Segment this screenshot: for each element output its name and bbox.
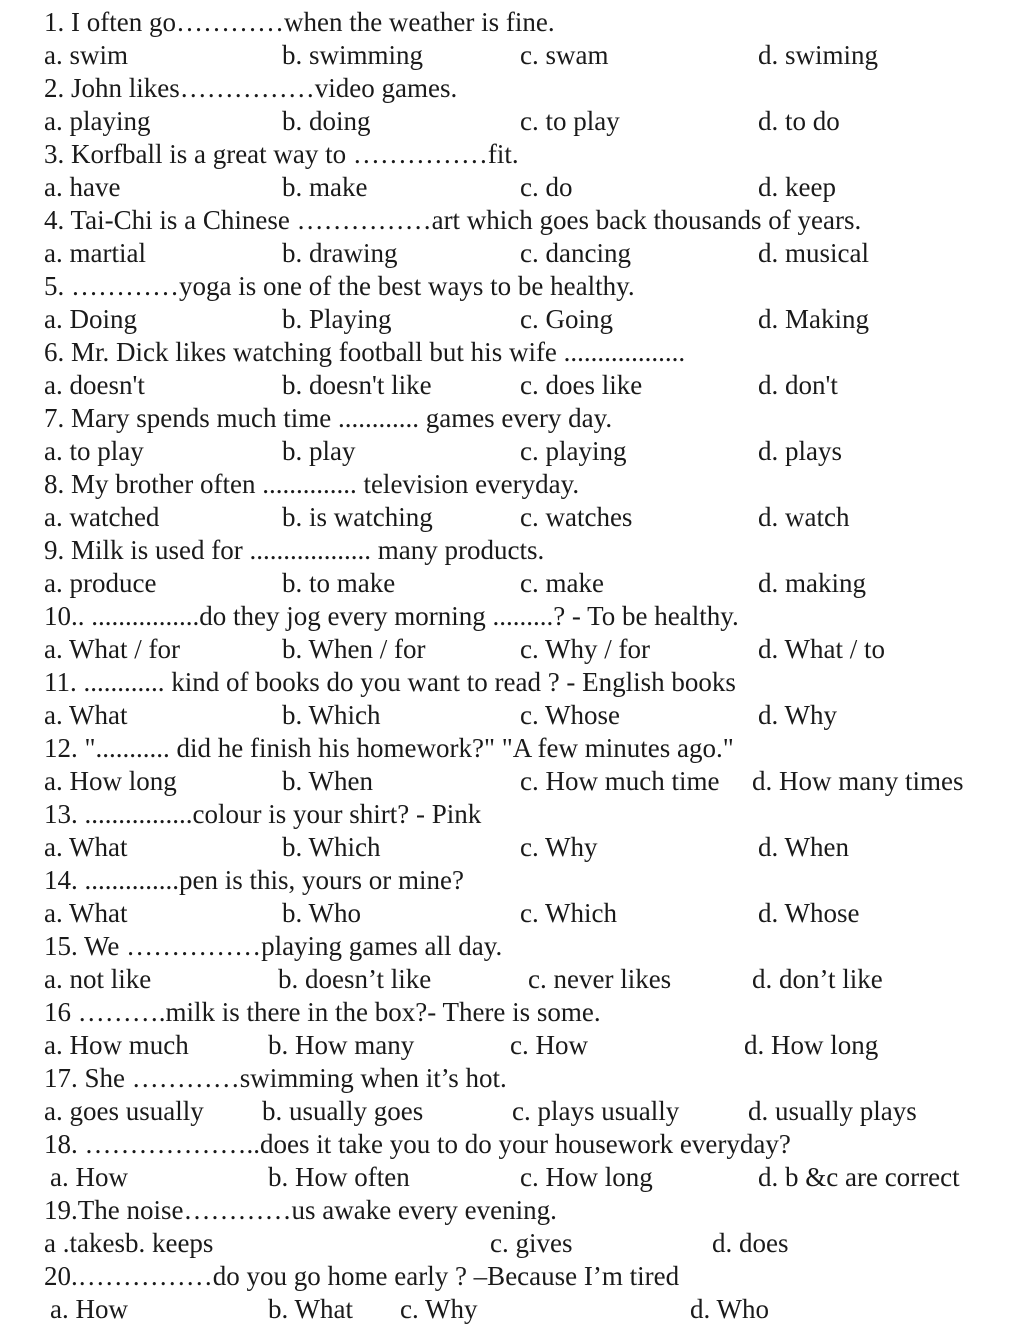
- option-b: b. usually goes: [262, 1096, 424, 1126]
- question-stem: 18. ………………..does it take you to do your housework everyday?: [44, 1129, 791, 1159]
- question-stem: 19.The noise…………us awake every evening.: [44, 1195, 557, 1225]
- option-a: a. How: [50, 1162, 128, 1192]
- question-12: [0, 732, 1024, 798]
- question-stem: 4. Tai-Chi is a Chinese ……………art which goes back thousands of years.: [44, 205, 862, 235]
- option-d: d. keep: [758, 172, 836, 202]
- question-4: [0, 204, 1024, 270]
- question-10: [0, 600, 1024, 666]
- option-c: c. How much time: [520, 766, 720, 796]
- option-a: a. Doing: [44, 304, 137, 334]
- option-b: b. drawing: [282, 238, 398, 268]
- question-20: [0, 1260, 1024, 1326]
- option-b: b. Who: [282, 898, 361, 928]
- option-a: a. What: [44, 832, 128, 862]
- option-a: a. How: [50, 1294, 128, 1324]
- option-a: a. to play: [44, 436, 144, 466]
- option-c: c. to play: [520, 106, 620, 136]
- question-19: [0, 1194, 1024, 1260]
- option-a: a. What / for: [44, 634, 180, 664]
- option-b: b. How often: [268, 1162, 410, 1192]
- option-b: b. doing: [282, 106, 371, 136]
- question-stem: 20.……………do you go home early ? –Because I’m tired: [44, 1261, 680, 1291]
- option-d: d. musical: [758, 238, 869, 268]
- option-d: d. When: [758, 832, 849, 862]
- option-a: a. swim: [44, 40, 128, 70]
- option-b: b. doesn’t like: [278, 964, 432, 994]
- option-b: b. Playing: [282, 304, 392, 334]
- option-d: d. plays: [758, 436, 842, 466]
- question-8: [0, 468, 1024, 534]
- option-c: c. never likes: [528, 964, 672, 994]
- option-b: b. doesn't like: [282, 370, 432, 400]
- option-a: a. How long: [44, 766, 177, 796]
- option-a: a. playing: [44, 106, 151, 136]
- option-a: a .takesb. keeps: [44, 1228, 214, 1258]
- question-stem: 1. I often go…………when the weather is fine.: [44, 7, 555, 37]
- question-7: [0, 402, 1024, 468]
- option-a: a. not like: [44, 964, 152, 994]
- question-6: [0, 336, 1024, 402]
- option-a: a. What: [44, 700, 128, 730]
- question-stem: 11. ............ kind of books do you want to read ? - English books: [44, 667, 736, 697]
- option-c: c. make: [520, 568, 604, 598]
- option-d: d. making: [758, 568, 866, 598]
- option-b: b. play: [282, 436, 356, 466]
- option-b: b. Which: [282, 832, 381, 862]
- question-stem: 7. Mary spends much time ............ games every day.: [44, 403, 613, 433]
- option-b: b. is watching: [282, 502, 433, 532]
- question-stem: 15. We ……………playing games all day.: [44, 931, 503, 961]
- question-18: [0, 1128, 1024, 1194]
- option-d: d. How long: [744, 1030, 879, 1060]
- question-11: [0, 666, 1024, 732]
- option-d: d. watch: [758, 502, 850, 532]
- option-a: a. doesn't: [44, 370, 145, 400]
- option-c: c. watches: [520, 502, 633, 532]
- question-stem: 12. "........... did he finish his homework?" "A few minutes ago.": [44, 733, 734, 763]
- question-17: [0, 1062, 1024, 1128]
- question-16: [0, 996, 1024, 1062]
- option-c: c. Why: [400, 1294, 478, 1324]
- question-13: [0, 798, 1024, 864]
- option-d: d. What / to: [758, 634, 885, 664]
- option-b: b. When / for: [282, 634, 426, 664]
- question-stem: 17. She …………swimming when it’s hot.: [44, 1063, 507, 1093]
- question-14: [0, 864, 1024, 930]
- option-a: a. How much: [44, 1030, 189, 1060]
- option-d: d. does: [712, 1228, 789, 1258]
- question-stem: 10.. ................do they jog every morning .........? - To be healthy.: [44, 601, 739, 631]
- question-stem: 8. My brother often .............. television everyday.: [44, 469, 580, 499]
- option-b: b. When: [282, 766, 373, 796]
- question-1: [0, 6, 1024, 72]
- question-stem: 6. Mr. Dick likes watching football but his wife ..................: [44, 337, 686, 367]
- question-stem: 16 ……….milk is there in the box?- There is some.: [44, 997, 601, 1027]
- question-15: [0, 930, 1024, 996]
- option-d: d. swiming: [758, 40, 879, 70]
- option-b: b. Which: [282, 700, 381, 730]
- option-d: d. Who: [690, 1294, 769, 1324]
- option-c: c. dancing: [520, 238, 631, 268]
- option-a: a. have: [44, 172, 121, 202]
- option-d: d. to do: [758, 106, 840, 136]
- option-a: a. goes usually: [44, 1096, 204, 1126]
- option-b: b. How many: [268, 1030, 415, 1060]
- option-d: d. don’t like: [752, 964, 883, 994]
- option-c: c. gives: [490, 1228, 573, 1258]
- option-d: d. usually plays: [748, 1096, 917, 1126]
- option-c: c. plays usually: [512, 1096, 680, 1126]
- question-stem: 2. John likes……………video games.: [44, 73, 458, 103]
- option-c: c. do: [520, 172, 573, 202]
- question-stem: 14. ..............pen is this, yours or mine?: [44, 865, 464, 895]
- option-b: b. What: [268, 1294, 353, 1324]
- option-c: c. How: [510, 1030, 588, 1060]
- option-b: b. to make: [282, 568, 396, 598]
- question-3: [0, 138, 1024, 204]
- option-c: c. Which: [520, 898, 617, 928]
- option-d: d. Why: [758, 700, 837, 730]
- quiz-sheet: [0, 6, 1024, 1326]
- option-d: d. Whose: [758, 898, 860, 928]
- question-stem: 13. ................colour is your shirt? - Pink: [44, 799, 482, 829]
- option-d: d. How many times: [752, 766, 964, 796]
- option-d: d. Making: [758, 304, 869, 334]
- question-stem: 3. Korfball is a great way to ……………fit.: [44, 139, 519, 169]
- question-5: [0, 270, 1024, 336]
- question-stem: 9. Milk is used for .................. many products.: [44, 535, 545, 565]
- question-stem: 5. …………yoga is one of the best ways to be healthy.: [44, 271, 635, 301]
- option-b: b. make: [282, 172, 368, 202]
- question-9: [0, 534, 1024, 600]
- option-c: c. Why: [520, 832, 598, 862]
- option-c: c. playing: [520, 436, 627, 466]
- option-a: a. What: [44, 898, 128, 928]
- option-b: b. swimming: [282, 40, 424, 70]
- option-c: c. Whose: [520, 700, 620, 730]
- question-2: [0, 72, 1024, 138]
- option-a: a. martial: [44, 238, 146, 268]
- option-c: c. Why / for: [520, 634, 650, 664]
- option-c: c. Going: [520, 304, 613, 334]
- option-c: c. does like: [520, 370, 643, 400]
- option-a: a. produce: [44, 568, 157, 598]
- option-c: c. How long: [520, 1162, 653, 1192]
- option-d: d. don't: [758, 370, 838, 400]
- option-a: a. watched: [44, 502, 160, 532]
- option-c: c. swam: [520, 40, 609, 70]
- option-d: d. b &c are correct: [758, 1162, 960, 1192]
